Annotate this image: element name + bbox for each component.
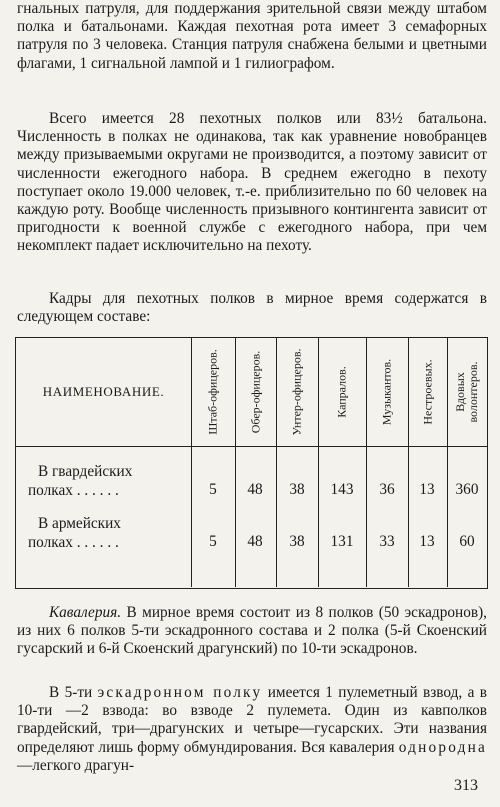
column-header-chief-officers: Обер-офицеров.	[248, 350, 262, 434]
table-row-label: В гвардейских	[38, 463, 133, 480]
table-row-label: В армейских	[38, 515, 121, 532]
cavalry-heading: Кавалерия.	[49, 604, 122, 621]
table-cell: 60	[459, 533, 475, 550]
paragraph-infantry-regiments: Всего имеется 28 пехотных полков или 83½ батальона. Численность в полках не одинакова, так как уравнение новобранцев между призываемыми округами не производится, а поэтому зависит от численности ежегодного набора. В среднем ежегодно в пехоту поступает около 19.000 человек, т.-е. приблизительно по 60 человек на каждую роту. Вообще численность призывного контингента зависит от пригодности к военной службе с ежегодного набора, при чем некомплект падает исключительно на пехоту.	[17, 110, 487, 255]
table-cell: 48	[247, 533, 263, 550]
table-header-cell	[366, 338, 408, 446]
column-header-corporals: Капралов.	[334, 366, 349, 418]
column-header-volunteers: Вдовых волонтеров.	[453, 361, 480, 423]
cavalry-text: В мирное время состоит из 8 полков (50 эскадронов), из них 6 полков 5-ти эскадронного состава и 2 полка (5-й Скоенский гусарский и 6-й Скоенский драгунский) по 10-ти эскадронов.	[17, 604, 487, 658]
table-cell: 143	[330, 481, 354, 498]
page-number: 313	[454, 777, 478, 794]
paragraph-signal-patrols: гнальных патруля, для поддержания зрительной связи между штабом полка и батальонами. Каждая пехотная рота имеет 3 семафорных патруля по 3 человека. Станция патруля снабжена белыми и цветными флагами, 1 сигнальной лампой и 1 гилиографом.	[17, 0, 487, 72]
column-header-staff-officers: Штаб-офицеров.	[205, 349, 220, 435]
column-header-nco: Унтер-офицеров.	[289, 348, 304, 436]
table-row-label: полках . . . . . .	[28, 534, 119, 551]
table-cell: 13	[419, 533, 435, 550]
cadres-table	[15, 337, 488, 589]
text-run: имеется 1 пулеметный взвод, а в 10-ти —2 взвода: во взводе 2 пулемета. Один из кавполков гвардейский, три—драгунских и четыре—гусарских. Эти названия определяют лишь форму обмундирования. Вся кавалерия	[17, 684, 487, 756]
table-cell: 5	[209, 481, 217, 498]
table-header-name: НАИМЕНОВАНИЕ.	[42, 384, 165, 399]
table-header-cell	[191, 338, 235, 446]
table-header-cell	[276, 338, 318, 446]
table-cell: 38	[289, 481, 305, 498]
spaced-emphasis: эскадронном полку	[97, 684, 263, 701]
table-cell: 36	[379, 481, 395, 498]
table-cell: 13	[419, 481, 435, 498]
table-cell: 33	[379, 533, 395, 550]
column-header-noncombatants: Нестроевых.	[420, 359, 434, 425]
table-cell: 360	[455, 481, 479, 498]
table-header-cell	[318, 338, 366, 446]
paragraph-cavalry-squadrons	[17, 684, 487, 775]
column-header-musicians: Музыкантов.	[379, 358, 394, 426]
paragraph-cadres-intro: Кадры для пехотных полков в мирное время содержатся в следующем составе:	[17, 290, 487, 326]
text-run: —легкого драгун-	[17, 756, 135, 774]
table-header-cell	[447, 338, 487, 446]
table-cell: 48	[247, 481, 263, 498]
table-cell: 38	[289, 533, 305, 550]
table-cell: 131	[330, 533, 354, 550]
spaced-emphasis: однородна	[398, 738, 487, 756]
table-cell: 5	[209, 533, 217, 550]
paragraph-cavalry	[17, 604, 487, 659]
table-header-cell	[408, 338, 447, 446]
table-row-label: полках . . . . . .	[28, 482, 119, 499]
table-header-cell	[235, 338, 276, 446]
text-run: В 5-ти	[49, 684, 98, 701]
